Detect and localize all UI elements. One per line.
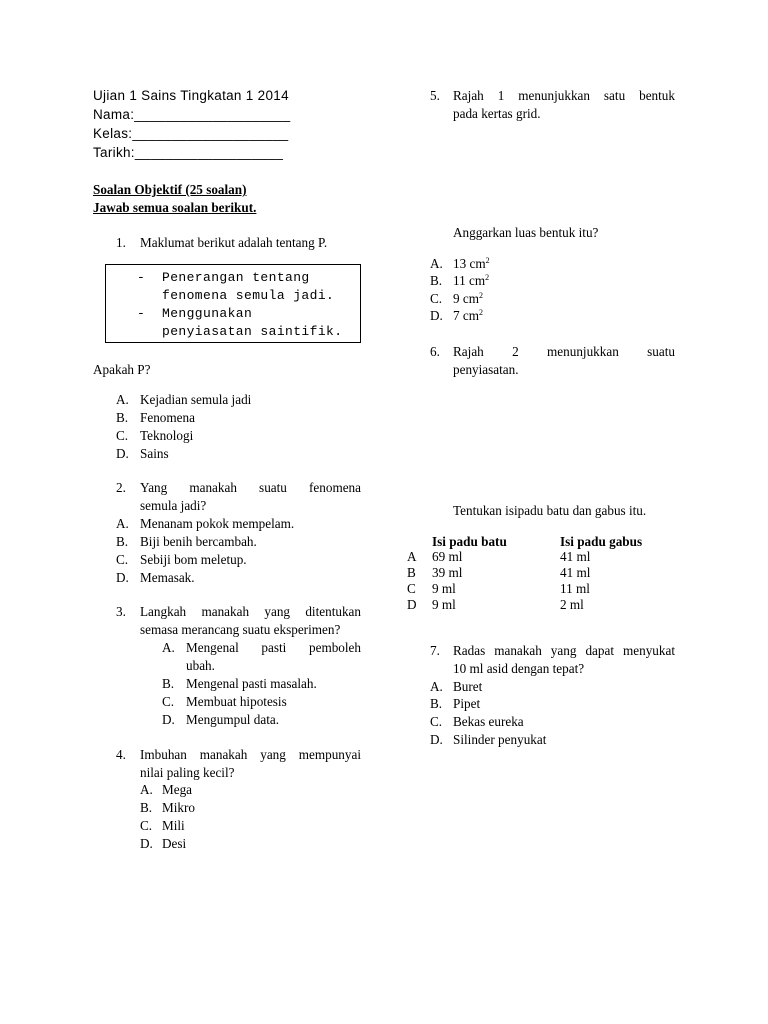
q3-option-label: B. [162, 676, 175, 691]
q4-number: 4. [116, 747, 126, 762]
q4-option-label: D. [140, 836, 153, 851]
q5-option-d-text: 7 cm [453, 308, 480, 323]
q1-text: Maklumat berikut adalah tentang P. [140, 235, 328, 250]
q7-option-label: B. [430, 696, 443, 711]
q3-option-a-line1[interactable]: Mengenal pasti pemboleh [186, 640, 361, 655]
q7-text-line1: Radas manakah yang dapat menyukat [453, 643, 675, 658]
q2-option-label: D. [116, 570, 129, 585]
q4-option-b[interactable]: Mikro [162, 800, 195, 815]
q1-option-d[interactable]: Sains [140, 446, 169, 461]
date-field: Tarikh:___________________ [93, 145, 284, 160]
q5-number: 5. [430, 88, 440, 103]
q2-option-c[interactable]: Sebiji bom meletup. [140, 552, 247, 567]
q5-text-line2: pada kertas grid. [453, 106, 541, 121]
q6-text-line2: penyiasatan. [453, 362, 519, 377]
exam-title: Ujian 1 Sains Tingkatan 1 2014 [93, 88, 289, 103]
section-instruction: Jawab semua soalan berikut. [93, 200, 257, 215]
q3-text-line2: semasa merancang suatu eksperimen? [140, 622, 341, 637]
q6-cell-gabus[interactable]: 41 ml [560, 565, 591, 580]
q3-option-c[interactable]: Membuat hipotesis [186, 694, 287, 709]
q1-box-item-1-line2: fenomena semula jadi. [162, 288, 335, 303]
q1-number: 1. [116, 235, 126, 250]
q3-option-d[interactable]: Mengumpul data. [186, 712, 280, 727]
q1-box-item-2-line2: penyiasatan saintifik. [162, 324, 343, 339]
q1-box-dash-2: - [137, 306, 146, 321]
q2-option-b[interactable]: Biji benih bercambah. [140, 534, 257, 549]
q5-option-b[interactable] [453, 272, 489, 290]
q5-unit-superscript: 2 [485, 256, 490, 265]
q6-cell-gabus[interactable]: 11 ml [560, 581, 590, 596]
q6-row-label: C [407, 581, 416, 596]
q6-header-gabus: Isi padu gabus [560, 534, 643, 549]
q5-question: Anggarkan luas bentuk itu? [453, 225, 599, 240]
q6-cell-batu[interactable]: 9 ml [432, 581, 456, 596]
q6-row-label: B [407, 565, 416, 580]
q5-unit-superscript: 2 [479, 308, 484, 317]
q1-box-item-1-line1: Penerangan tentang [162, 270, 310, 285]
q1-option-label: A. [116, 392, 129, 407]
q5-option-c[interactable] [453, 290, 483, 308]
q5-option-label: A. [430, 256, 443, 271]
q6-text-line1: Rajah 2 menunjukkan suatu [453, 344, 675, 359]
class-field: Kelas:____________________ [93, 126, 289, 141]
exam-header [93, 86, 290, 162]
q2-option-label: A. [116, 516, 129, 531]
q6-question: Tentukan isipadu batu dan gabus itu. [453, 503, 647, 518]
q4-option-c[interactable]: Mili [162, 818, 185, 833]
section-heading: Soalan Objektif (25 soalan) [93, 182, 247, 197]
q6-header-batu: Isi padu batu [432, 534, 507, 549]
q7-option-label: A. [430, 679, 443, 694]
q6-cell-batu[interactable]: 9 ml [432, 597, 456, 612]
q3-option-label: C. [162, 694, 175, 709]
q7-option-label: C. [430, 714, 443, 729]
q6-row-label: D [407, 597, 417, 612]
q7-option-b[interactable]: Pipet [453, 696, 481, 711]
q3-text-line1: Langkah manakah yang ditentukan [140, 604, 361, 619]
q1-option-c[interactable]: Teknologi [140, 428, 194, 443]
q7-option-a[interactable]: Buret [453, 679, 483, 694]
q2-option-label: B. [116, 534, 129, 549]
q1-option-label: C. [116, 428, 129, 443]
q4-option-d[interactable]: Desi [162, 836, 187, 851]
q2-option-label: C. [116, 552, 129, 567]
q1-option-a[interactable]: Kejadian semula jadi [140, 392, 252, 407]
q3-option-label: D. [162, 712, 175, 727]
q6-cell-gabus[interactable]: 41 ml [560, 549, 591, 564]
q1-option-label: D. [116, 446, 129, 461]
q4-option-a[interactable]: Mega [162, 782, 193, 797]
q6-row-label: A [407, 549, 417, 564]
q7-option-d[interactable]: Silinder penyukat [453, 732, 547, 747]
q2-option-d[interactable]: Memasak. [140, 570, 195, 585]
q2-number: 2. [116, 480, 126, 495]
q5-option-a-text: 13 cm [453, 256, 486, 271]
q1-option-b[interactable]: Fenomena [140, 410, 195, 425]
q4-option-label: B. [140, 800, 153, 815]
q6-number: 6. [430, 344, 440, 359]
q4-text-line2: nilai paling kecil? [140, 765, 235, 780]
q5-option-label: D. [430, 308, 443, 323]
q2-text-line1: Yang manakah suatu fenomena [140, 480, 361, 495]
q7-option-label: D. [430, 732, 443, 747]
q7-option-c[interactable]: Bekas eureka [453, 714, 524, 729]
q5-unit-superscript: 2 [485, 273, 490, 282]
name-field: Nama:____________________ [93, 107, 291, 122]
q4-option-label: A. [140, 782, 153, 797]
q3-number: 3. [116, 604, 126, 619]
q3-option-a-line2[interactable]: ubah. [186, 658, 215, 673]
q5-option-b-text: 11 cm [453, 273, 486, 288]
q6-cell-gabus[interactable]: 2 ml [560, 597, 584, 612]
q4-text-line1: Imbuhan manakah yang mempunyai [140, 747, 361, 762]
q7-number: 7. [430, 643, 440, 658]
q6-cell-batu[interactable]: 39 ml [432, 565, 463, 580]
q1-option-label: B. [116, 410, 129, 425]
q2-text-line2: semula jadi? [140, 498, 207, 513]
q5-option-d[interactable] [453, 307, 483, 325]
q5-option-label: B. [430, 273, 443, 288]
q1-box-dash-1: - [137, 270, 146, 285]
q4-option-label: C. [140, 818, 153, 833]
q3-option-b[interactable]: Mengenal pasti masalah. [186, 676, 317, 691]
q5-unit-superscript: 2 [479, 291, 484, 300]
q5-option-label: C. [430, 291, 443, 306]
q2-option-a[interactable]: Menanam pokok mempelam. [140, 516, 295, 531]
q5-text-line1: Rajah 1 menunjukkan satu bentuk [453, 88, 675, 103]
q5-option-a[interactable] [453, 255, 490, 273]
q3-option-label: A. [162, 640, 175, 655]
q5-option-c-text: 9 cm [453, 291, 480, 306]
q1-question: Apakah P? [93, 362, 151, 377]
q7-text-line2: 10 ml asid dengan tepat? [453, 661, 585, 676]
q1-box-item-2-line1: Menggunakan [162, 306, 253, 321]
q6-cell-batu[interactable]: 69 ml [432, 549, 463, 564]
